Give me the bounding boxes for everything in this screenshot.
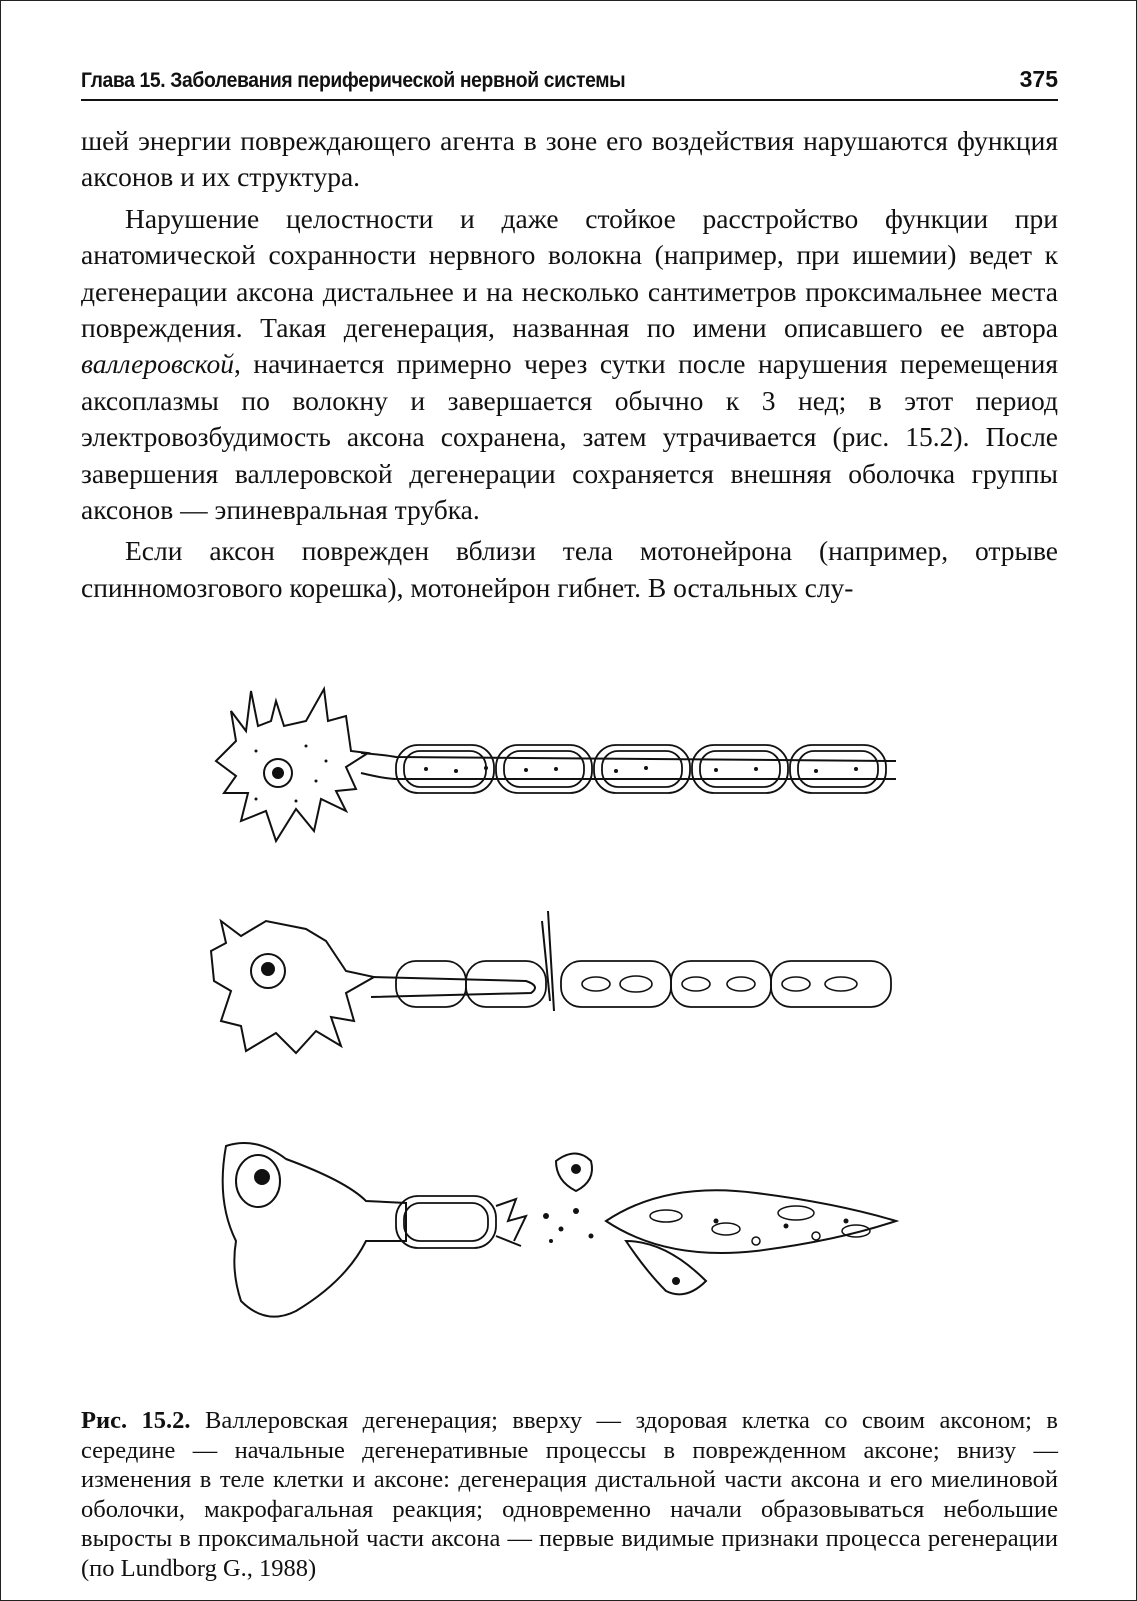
body-text bbox=[81, 123, 1058, 606]
caption-text: Валлеровская дегенерация; вверху — здоровая клетка со своим аксоном; в середине — начальные дегенеративные процессы в поврежденном аксоне; внизу — изменения в теле клетки и аксоне: дегенерация дистальной части аксона и его миелиновой оболочки, макрофагальная реакция; одновременно начали образовываться небольшие выросты в проксимальной части аксона — первые видимые признаки процесса регенерации (по Lundborg G., 1988) bbox=[81, 1407, 1058, 1582]
chapter-title: Глава 15. Заболевания периферической нервной системы bbox=[81, 69, 626, 92]
figure-caption bbox=[81, 1406, 1058, 1583]
paragraph bbox=[81, 201, 1058, 529]
paragraph-text: , начинается примерно через сутки после нарушения перемещения аксоплазмы по волокну и завершается обычно к 3 нед; в этот период электровозбудимость аксона сохранена, затем утрачивается (рис. 15.2). После завершения валлеровской дегенерации сохраняется внешняя оболочка группы аксонов — эпиневральная трубка. bbox=[81, 348, 1058, 526]
paragraph: Если аксон поврежден вблизи тела мотонейрона (например, отрыве спинномозгового корешка), мотонейрон гибнет. В остальных слу- bbox=[81, 535, 1058, 603]
figure-illustration bbox=[196, 681, 936, 1381]
regenerating-neuron-drawing bbox=[223, 1143, 896, 1317]
injured-neuron-drawing bbox=[211, 911, 891, 1053]
page-number: 375 bbox=[1019, 66, 1058, 92]
running-header bbox=[81, 61, 1058, 101]
paragraph-text: Нарушение целостности и даже стойкое расстройство функции при анатомической сохранности нервного волокна (например, при ишемии) ведет к дегенерации аксона дистальнее и на несколько сантиметров проксимальнее места повреждения. Такая дегенерация, названная по имени описавшего ее автора bbox=[81, 202, 1058, 344]
term-italic: валлеровской bbox=[81, 348, 234, 380]
caption-label: Рис. 15.2. bbox=[81, 1407, 191, 1434]
healthy-neuron-drawing bbox=[216, 689, 896, 841]
paragraph: шей энергии повреждающего агента в зоне его воздействия нарушаются функция аксонов и их структура. bbox=[81, 125, 1058, 193]
